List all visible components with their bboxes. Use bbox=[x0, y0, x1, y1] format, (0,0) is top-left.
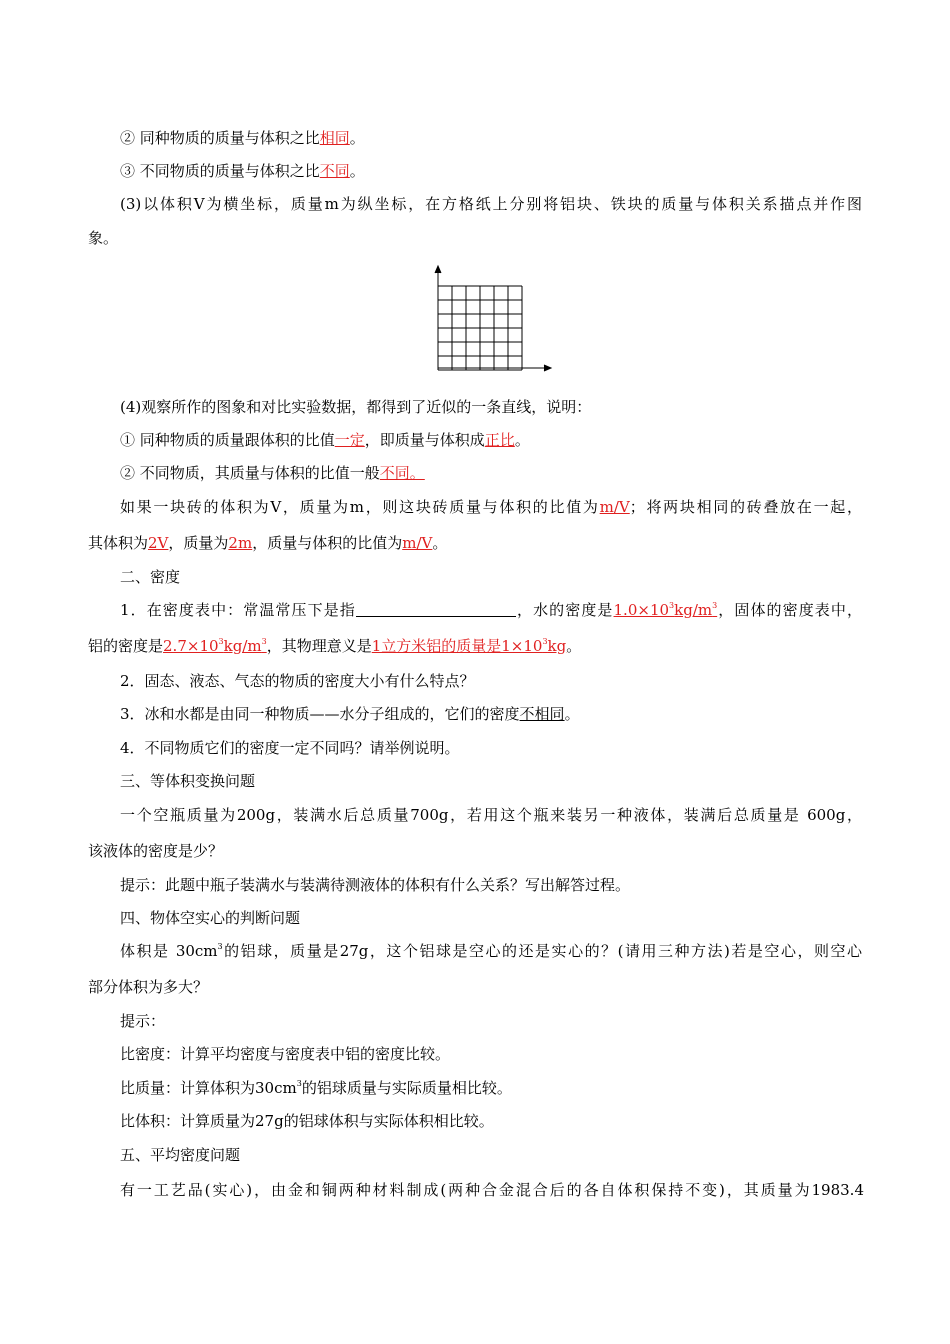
line-brick-a: 如果一块砖的体积为V，质量为m，则这块砖质量与体积的比值为m/V；将两块相同的砖叠放在一起， bbox=[120, 498, 862, 516]
line-bottle-a: 一个空瓶质量为200g，装满水后总质量700g，若用这个瓶来装另一种液体，装满后总质量是 600g， bbox=[120, 806, 862, 824]
answer-2v: 2V bbox=[148, 534, 169, 552]
answer-2m: 2m bbox=[228, 534, 253, 552]
line-question-4: 4．不同物质它们的密度一定不同吗？请举例说明。 bbox=[120, 739, 460, 757]
answer-different: 不同 bbox=[319, 162, 350, 180]
answer-different-2: 不同。 bbox=[379, 464, 425, 482]
line-ball-b: 部分体积为多大？ bbox=[88, 978, 209, 996]
line-compare-mass: 比质量：计算体积为$30cm^3$的铝球质量与实际质量相比较。 bbox=[120, 1079, 512, 1097]
line-density-table-b: 铝的密度是$2.7\times 10^3kg/m^3$，其物理意义是1立方米铝的质量是$1\times 10^3kg$。 bbox=[88, 637, 582, 655]
line-step3-b: 象。 bbox=[88, 229, 119, 247]
line-bottle-b: 该液体的密度是少？ bbox=[88, 842, 224, 860]
line-question-2: 2．固态、液态、气态的物质的密度大小有什么特点？ bbox=[120, 672, 475, 690]
line-hint-label: 提示： bbox=[120, 1012, 166, 1030]
answer-same: 相同 bbox=[319, 129, 350, 147]
answer-not-same: 不相同 bbox=[519, 705, 565, 723]
heading-hollow-solid: 四、物体空实心的判断问题 bbox=[120, 909, 301, 927]
line-bottle-hint: 提示：此题中瓶子装满水与装满待测液体的体积有什么关系？写出解答过程。 bbox=[120, 876, 631, 894]
line-conclusion-1: ① 同种物质的质量跟体积的比值一定，即质量与体积成正比。 bbox=[120, 431, 530, 449]
answer-constant: 一定 bbox=[334, 431, 365, 449]
line-step4: (4)观察所作的图象和对比实验数据，都得到了近似的一条直线，说明： bbox=[120, 398, 592, 416]
coordinate-grid-figure bbox=[426, 262, 556, 374]
answer-physical-meaning: 1立方米铝的质量是$1\times 10^3kg$ bbox=[371, 637, 567, 655]
line-density-table-a: 1．在密度表中：常温常压下是指 ，水的密度是$1.0\times 10^3kg/m^3$，固体的密度表中， bbox=[120, 601, 862, 619]
line-compare-volume: 比体积：计算质量为27g的铝球体积与实际体积相比较。 bbox=[120, 1112, 494, 1130]
answer-aluminum-density: $2.7\times 10^3kg/m^3$ bbox=[163, 637, 267, 655]
line-diff-substance-ratio: ③ 不同物质的质量与体积之比不同。 bbox=[120, 162, 365, 180]
line-brick-b: 其体积为2V，质量为2m，质量与体积的比值为m/V。 bbox=[88, 534, 448, 552]
answer-proportional: 正比 bbox=[484, 431, 515, 449]
heading-equal-volume: 三、等体积变换问题 bbox=[120, 772, 256, 790]
line-artwork: 有一工艺品(实心)，由金和铜两种材料制成(两种合金混合后的各自体积保持不变)，其质量为1983.4 bbox=[120, 1181, 864, 1199]
line-question-3: 3．冰和水都是由同一种物质——水分子组成的，它们的密度不相同。 bbox=[120, 705, 580, 723]
answer-m-over-v-2: m/V bbox=[402, 534, 433, 552]
line-same-substance-ratio: ② 同种物质的质量与体积之比相同。 bbox=[120, 129, 365, 147]
line-conclusion-2: ② 不同物质，其质量与体积的比值一般不同。 bbox=[120, 464, 425, 482]
heading-average-density: 五、平均密度问题 bbox=[120, 1146, 241, 1164]
line-step3-a: (3)以体积V为横坐标，质量m为纵坐标，在方格纸上分别将铝块、铁块的质量与体积关系描点并作图 bbox=[120, 195, 862, 213]
heading-density: 二、密度 bbox=[120, 568, 181, 586]
answer-water-density: $1.0\times 10^3kg/m^3$ bbox=[613, 601, 718, 619]
line-compare-density: 比密度：计算平均密度与密度表中铝的密度比较。 bbox=[120, 1045, 451, 1063]
fill-blank bbox=[356, 602, 516, 617]
line-ball-a: 体积是 $30cm^3$的铝球，质量是27g，这个铝球是空心的还是实心的？(请用三种方法)若是空心，则空心 bbox=[120, 942, 862, 960]
answer-m-over-v: m/V bbox=[599, 498, 630, 516]
